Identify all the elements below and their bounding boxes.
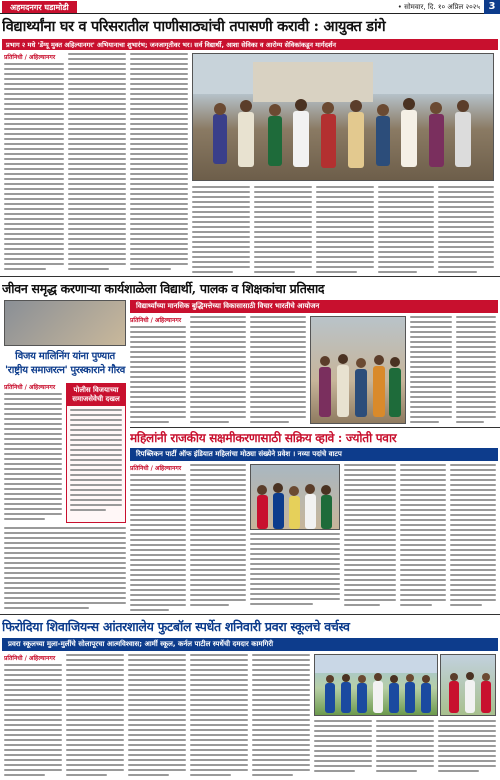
story4-col-6: [450, 464, 496, 612]
story1-col-6: [316, 186, 374, 274]
story1-byline: प्रतिनिधी / अहिल्यानगर: [4, 54, 56, 61]
story5-photo: [314, 654, 438, 716]
story3-photo: [4, 300, 126, 346]
story2-col-4: [410, 316, 452, 424]
story4-col-4: [344, 464, 396, 612]
story4-byline: प्रतिनिधी / अहिल्यानगर: [130, 465, 182, 472]
story4-headline: महिलांनी राजकीय सक्षमीकरणासाठी सक्रिय व्हावे : ज्योती पवार: [130, 431, 397, 445]
story2-col-2: [190, 316, 246, 424]
story5-col-4: [190, 654, 248, 778]
story5-col-6: [314, 720, 372, 778]
story4-col-3: [250, 533, 340, 612]
story1-photo: [192, 53, 494, 181]
story3-headline: विजय मालिनिंग यांना पुण्यात 'राष्ट्रीय समाजरत्न' पुरस्काराने गौरव: [4, 351, 126, 376]
story2-col-5: [456, 316, 496, 424]
story4-subhead: रिपब्लिकन पार्टी ऑफ इंडियात महिलांचा मोठ्या संख्येने प्रवेश । नव्या पदांचे वाटप: [130, 448, 498, 461]
story1-headline: विद्यार्थ्यांना घर व परिसरातील पाणीसाठ्यांची तपासणी करावी : आयुक्त डांगे: [2, 18, 386, 35]
story4-photo-art: [251, 465, 340, 530]
divider-3: [0, 614, 500, 615]
story1-col-7: [378, 186, 434, 274]
story3-col-2: [4, 527, 126, 612]
story1-photo-art: [193, 54, 494, 181]
story5-col-5: [252, 654, 310, 778]
story5-photo-2-art: [441, 655, 496, 716]
story1-col-5: [254, 186, 312, 274]
story1-subhead: प्रभाग २ मधे 'डेंग्यू मुक्त अहिल्यानगर' अभियानाचा शुभारंभ; जनजागृतीवर भर। सर्व विद्यार्थी, आशा सेविका व आरोग्य सेविकांकडून मार्गदर्शन: [2, 39, 498, 50]
story5-subhead: प्रवरा स्कूलच्या मुला-मुलींचे सोलापूरचा आत्मविश्वास; आर्मी स्कूल, कर्नल पाटील स्पर्धेची दमदार कामगिरी: [2, 638, 498, 651]
story2-headline: जीवन समृद्ध करणाऱ्या कार्यशाळेला विद्यार्थी, पालक व शिक्षकांचा प्रतिसाद: [2, 281, 325, 296]
masthead: [0, 0, 500, 14]
story5-headline: फिरोदिया शिवाजियन्स आंतरशालेय फुटबॉल स्पर्धेत शनिवारी प्रवरा स्कूलचे वर्चस्व: [2, 619, 350, 634]
story3-highlight-box: [66, 383, 126, 523]
story5-photo-art: [315, 655, 438, 716]
story5-col-3: [128, 654, 186, 778]
story2-col-3: [250, 316, 306, 424]
story3-photo-area: [4, 300, 126, 348]
story5-col-7: [376, 720, 434, 778]
story5-col-2: [66, 654, 124, 778]
story3-box-title: पोलीस विजयाच्या समाजसेवेची दखल: [67, 384, 125, 406]
story3-col-1: [4, 383, 62, 523]
story2-col-1: [130, 316, 186, 424]
story5-byline: प्रतिनिधी / अहिल्यानगर: [4, 655, 56, 662]
divider-2: [130, 427, 500, 428]
masthead-brand: अहमदनगर घडामोडी: [2, 1, 77, 13]
story4-col-1: [130, 464, 186, 612]
story2-photo: [310, 316, 406, 424]
story2-subhead: विद्यार्थ्यांच्या मानसिक बुद्धिमत्तेच्या विकासासाठी विचार भारतीचे आयोजन: [130, 300, 498, 313]
story4-photo: [250, 464, 340, 530]
masthead-date: • सोमवार, दि. १० अप्रिल २०२५: [397, 2, 480, 11]
story1-col-3: [130, 53, 188, 273]
story4-col-5: [400, 464, 446, 612]
story1-col-8: [438, 186, 494, 274]
page-number: 3: [484, 0, 500, 14]
story1-text: [4, 63, 64, 270]
divider-1: [0, 276, 500, 277]
story5-col-8: [438, 720, 496, 778]
story2-photo-art: [311, 317, 406, 424]
story5-photo-2: [440, 654, 496, 716]
story1-col-2: [68, 53, 126, 273]
story1-col-1: [4, 53, 64, 273]
story4-col-2: [190, 464, 246, 612]
story5-col-1: [4, 654, 62, 778]
story2-byline: प्रतिनिधी / अहिल्यानगर: [130, 317, 182, 324]
story1-col-4: [192, 186, 250, 274]
story3-byline: प्रतिनिधी / अहिल्यानगर: [4, 384, 56, 391]
